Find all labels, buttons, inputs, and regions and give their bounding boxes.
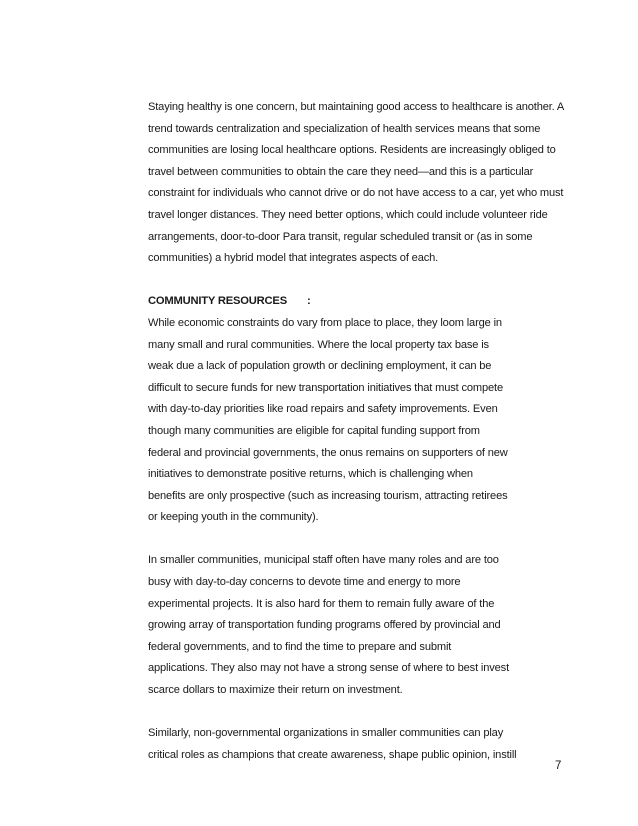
paragraph-line: travel between communities to obtain the care they need—and this is a particular <box>148 165 534 178</box>
paragraph-line: or keeping youth in the community). <box>148 511 319 524</box>
paragraph-line: communities) a hybrid model that integrates aspects of each. <box>148 252 439 265</box>
paragraph-line: initiatives to demonstrate positive returns, which is challenging when <box>148 468 473 481</box>
paragraph-line: applications. They also may not have a strong sense of where to best invest <box>148 662 510 675</box>
paragraph-line: busy with day-to-day concerns to devote time and energy to more <box>148 576 461 589</box>
paragraph-line: federal and provincial governments, the onus remains on supporters of new <box>148 446 508 459</box>
resources-paragraph-2 <box>148 550 588 701</box>
paragraph-line: growing array of transportation funding programs offered by provincial and <box>148 619 501 632</box>
paragraph-line: While economic constraints do vary from place to place, they loom large in <box>148 316 502 329</box>
paragraph-line: experimental projects. It is also hard for them to remain fully aware of the <box>148 597 495 610</box>
paragraph-line: many small and rural communities. Where the local property tax base is <box>148 338 489 351</box>
intro-paragraph <box>148 97 588 270</box>
paragraph-line: constraint for individuals who cannot drive or do not have access to a car, yet who must <box>148 187 564 200</box>
paragraph-spacer <box>148 270 588 292</box>
resources-paragraph-3 <box>148 723 588 766</box>
paragraph-line: In smaller communities, municipal staff often have many roles and are too <box>148 554 499 567</box>
section-heading-colon: : <box>306 295 311 308</box>
resources-paragraph-1 <box>148 313 588 529</box>
paragraph-line: federal governments, and to find the time to prepare and submit <box>148 640 452 653</box>
paragraph-line: trend towards centralization and specialization of health services means that some <box>148 122 541 135</box>
page-number: 7 <box>555 760 562 772</box>
paragraph-line: communities are losing local healthcare options. Residents are increasingly obliged to <box>148 144 556 157</box>
page-content <box>148 97 588 766</box>
paragraph-line: travel longer distances. They need better options, which could include volunteer ride <box>148 208 548 221</box>
paragraph-line: difficult to secure funds for new transportation initiatives that must compete <box>148 381 503 394</box>
paragraph-line: scarce dollars to maximize their return on investment. <box>148 684 403 697</box>
paragraph-line: Staying healthy is one concern, but maintaining good access to healthcare is another. A <box>148 101 565 113</box>
section-heading <box>148 291 588 313</box>
paragraph-line: with day-to-day priorities like road repairs and safety improvements. Even <box>148 403 498 416</box>
paragraph-line: critical roles as champions that create awareness, shape public opinion, instill <box>148 748 517 761</box>
paragraph-line: Similarly, non-governmental organizations in smaller communities can play <box>148 727 504 740</box>
paragraph-spacer <box>148 702 588 724</box>
section-heading-text: COMMUNITY RESOURCES <box>148 295 287 308</box>
paragraph-spacer <box>148 529 588 551</box>
paragraph-line: weak due a lack of population growth or declining employment, it can be <box>148 360 492 373</box>
paragraph-line: benefits are only prospective (such as increasing tourism, attracting retirees <box>148 489 508 502</box>
paragraph-line: arrangements, door-to-door Para transit, regular scheduled transit or (as in some <box>148 230 533 243</box>
paragraph-line: though many communities are eligible for capital funding support from <box>148 424 480 437</box>
